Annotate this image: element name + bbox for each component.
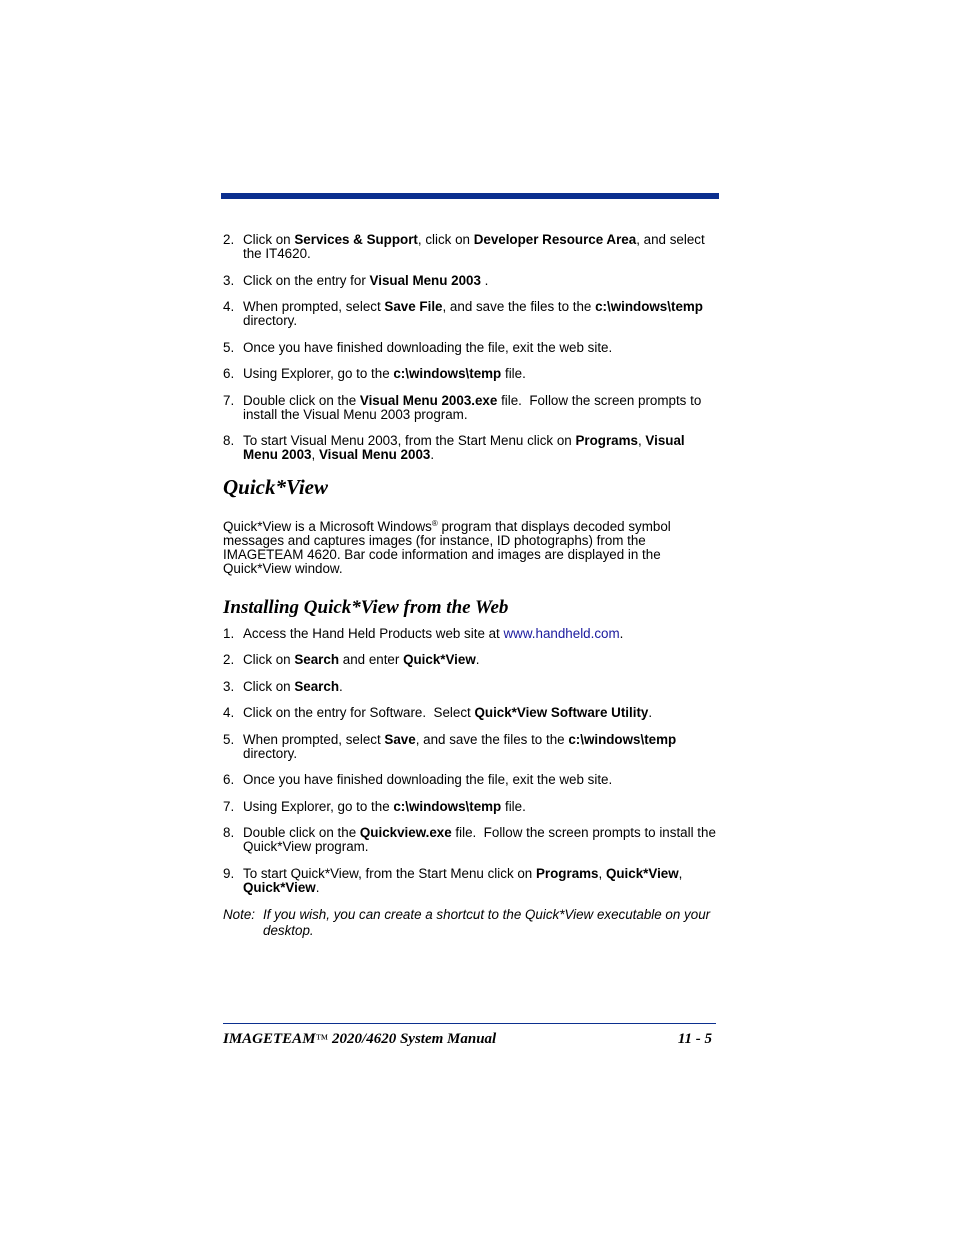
list-item <box>223 300 718 328</box>
list-item <box>223 394 718 422</box>
list-item <box>223 706 718 720</box>
list-item <box>223 627 718 641</box>
step-text: Once you have finished downloading the file, exit the web site. <box>243 772 613 787</box>
list-item <box>223 653 718 667</box>
step-number: 2. <box>223 652 235 667</box>
step-number: 5. <box>223 731 235 747</box>
note-label: Note: <box>223 907 256 922</box>
step-text: To start Visual Menu 2003, from the Start Menu click on Programs, Visual Menu 2003, Visual Menu 2003. <box>243 433 685 462</box>
step-number: 8. <box>223 433 235 448</box>
step-text: Double click on the Visual Menu 2003.exe file. Follow the screen prompts to install the Visual Menu 2003 program. <box>243 392 702 422</box>
steps-list-quickview <box>223 653 718 895</box>
step-text: When prompted, select Save, and save the files to the c:\windows\temp directory. <box>243 731 677 761</box>
step-text: Using Explorer, go to the c:\windows\temp file. <box>243 366 526 381</box>
step-number: 3. <box>223 272 235 288</box>
list-item <box>223 341 718 355</box>
step-number: 6. <box>223 772 235 787</box>
intro-text-rest: program that displays decoded symbol messages and captures images (for instance, ID photographs) from the IMAGETEAM 4620. Bar code information and images are displayed in the Quick*View window. <box>223 518 671 576</box>
step-number: 6. <box>223 366 235 381</box>
steps-list-visual-menu <box>223 233 718 462</box>
step-text: When prompted, select Save File, and save the files to the c:\windows\temp directory. <box>243 299 703 328</box>
intro-paragraph <box>223 520 718 576</box>
step-text-end: . <box>619 625 624 641</box>
list-item <box>223 773 718 787</box>
handheld-link[interactable]: www.handheld.com <box>503 625 620 641</box>
step-text: Once you have finished downloading the file, exit the web site. <box>243 339 613 355</box>
step-number: 8. <box>223 825 235 840</box>
list-item <box>223 367 718 381</box>
manual-title <box>223 1031 496 1047</box>
step-number: 4. <box>223 705 235 720</box>
step-number: 3. <box>223 678 235 694</box>
list-item <box>223 233 718 261</box>
page-number: 11 - 5 <box>677 1031 712 1047</box>
manual-title-b: 2020/4620 System Manual <box>328 1031 497 1047</box>
step-number: 7. <box>223 392 235 408</box>
step-number: 5. <box>223 339 235 355</box>
step-text: Click on the entry for Visual Menu 2003 . <box>243 272 489 288</box>
step-text-lead: Access the Hand Held Products web site at <box>243 625 504 641</box>
list-item <box>223 867 718 895</box>
step-text: To start Quick*View, from the Start Menu click on Programs, Quick*View, Quick*View. <box>243 865 683 895</box>
step-text <box>243 626 623 641</box>
step-number: 9. <box>223 865 235 881</box>
note-text: If you wish, you can create a shortcut to the Quick*View executable on your desktop. <box>263 907 711 938</box>
step-text: Using Explorer, go to the c:\windows\temp file. <box>243 798 526 814</box>
list-item <box>223 434 718 462</box>
registered-mark: ® <box>431 518 438 528</box>
step-text: Click on Search and enter Quick*View. <box>243 652 480 667</box>
step-text: Click on Services & Support, click on Developer Resource Area, and select the IT4620. <box>243 232 705 261</box>
step-text: Click on Search. <box>243 678 343 694</box>
list-item <box>223 680 718 694</box>
page-content <box>223 233 718 939</box>
note <box>223 907 718 939</box>
intro-text: Quick*View is a Microsoft Windows <box>223 518 432 534</box>
step-number: 7. <box>223 798 235 814</box>
manual-title-a: IMAGETEAM <box>223 1031 316 1047</box>
footer-rule <box>223 1023 716 1024</box>
trademark-mark: ™ <box>315 1031 329 1046</box>
list-item <box>223 733 718 761</box>
step-number: 4. <box>223 299 235 314</box>
section-title: Quick*View <box>223 474 329 499</box>
step-text: Click on the entry for Software. Select Quick*View Software Utility. <box>243 705 653 720</box>
list-item <box>223 800 718 814</box>
step-number: 1. <box>223 625 235 641</box>
step-text: Double click on the Quickview.exe file. Follow the screen prompts to install the Quick*View program. <box>243 825 716 854</box>
step-number: 2. <box>223 232 235 247</box>
subsection-title: Installing Quick*View from the Web <box>223 596 509 618</box>
list-item <box>223 826 718 854</box>
page-footer <box>223 1029 712 1049</box>
list-item <box>223 274 718 288</box>
header-rule <box>221 193 719 199</box>
